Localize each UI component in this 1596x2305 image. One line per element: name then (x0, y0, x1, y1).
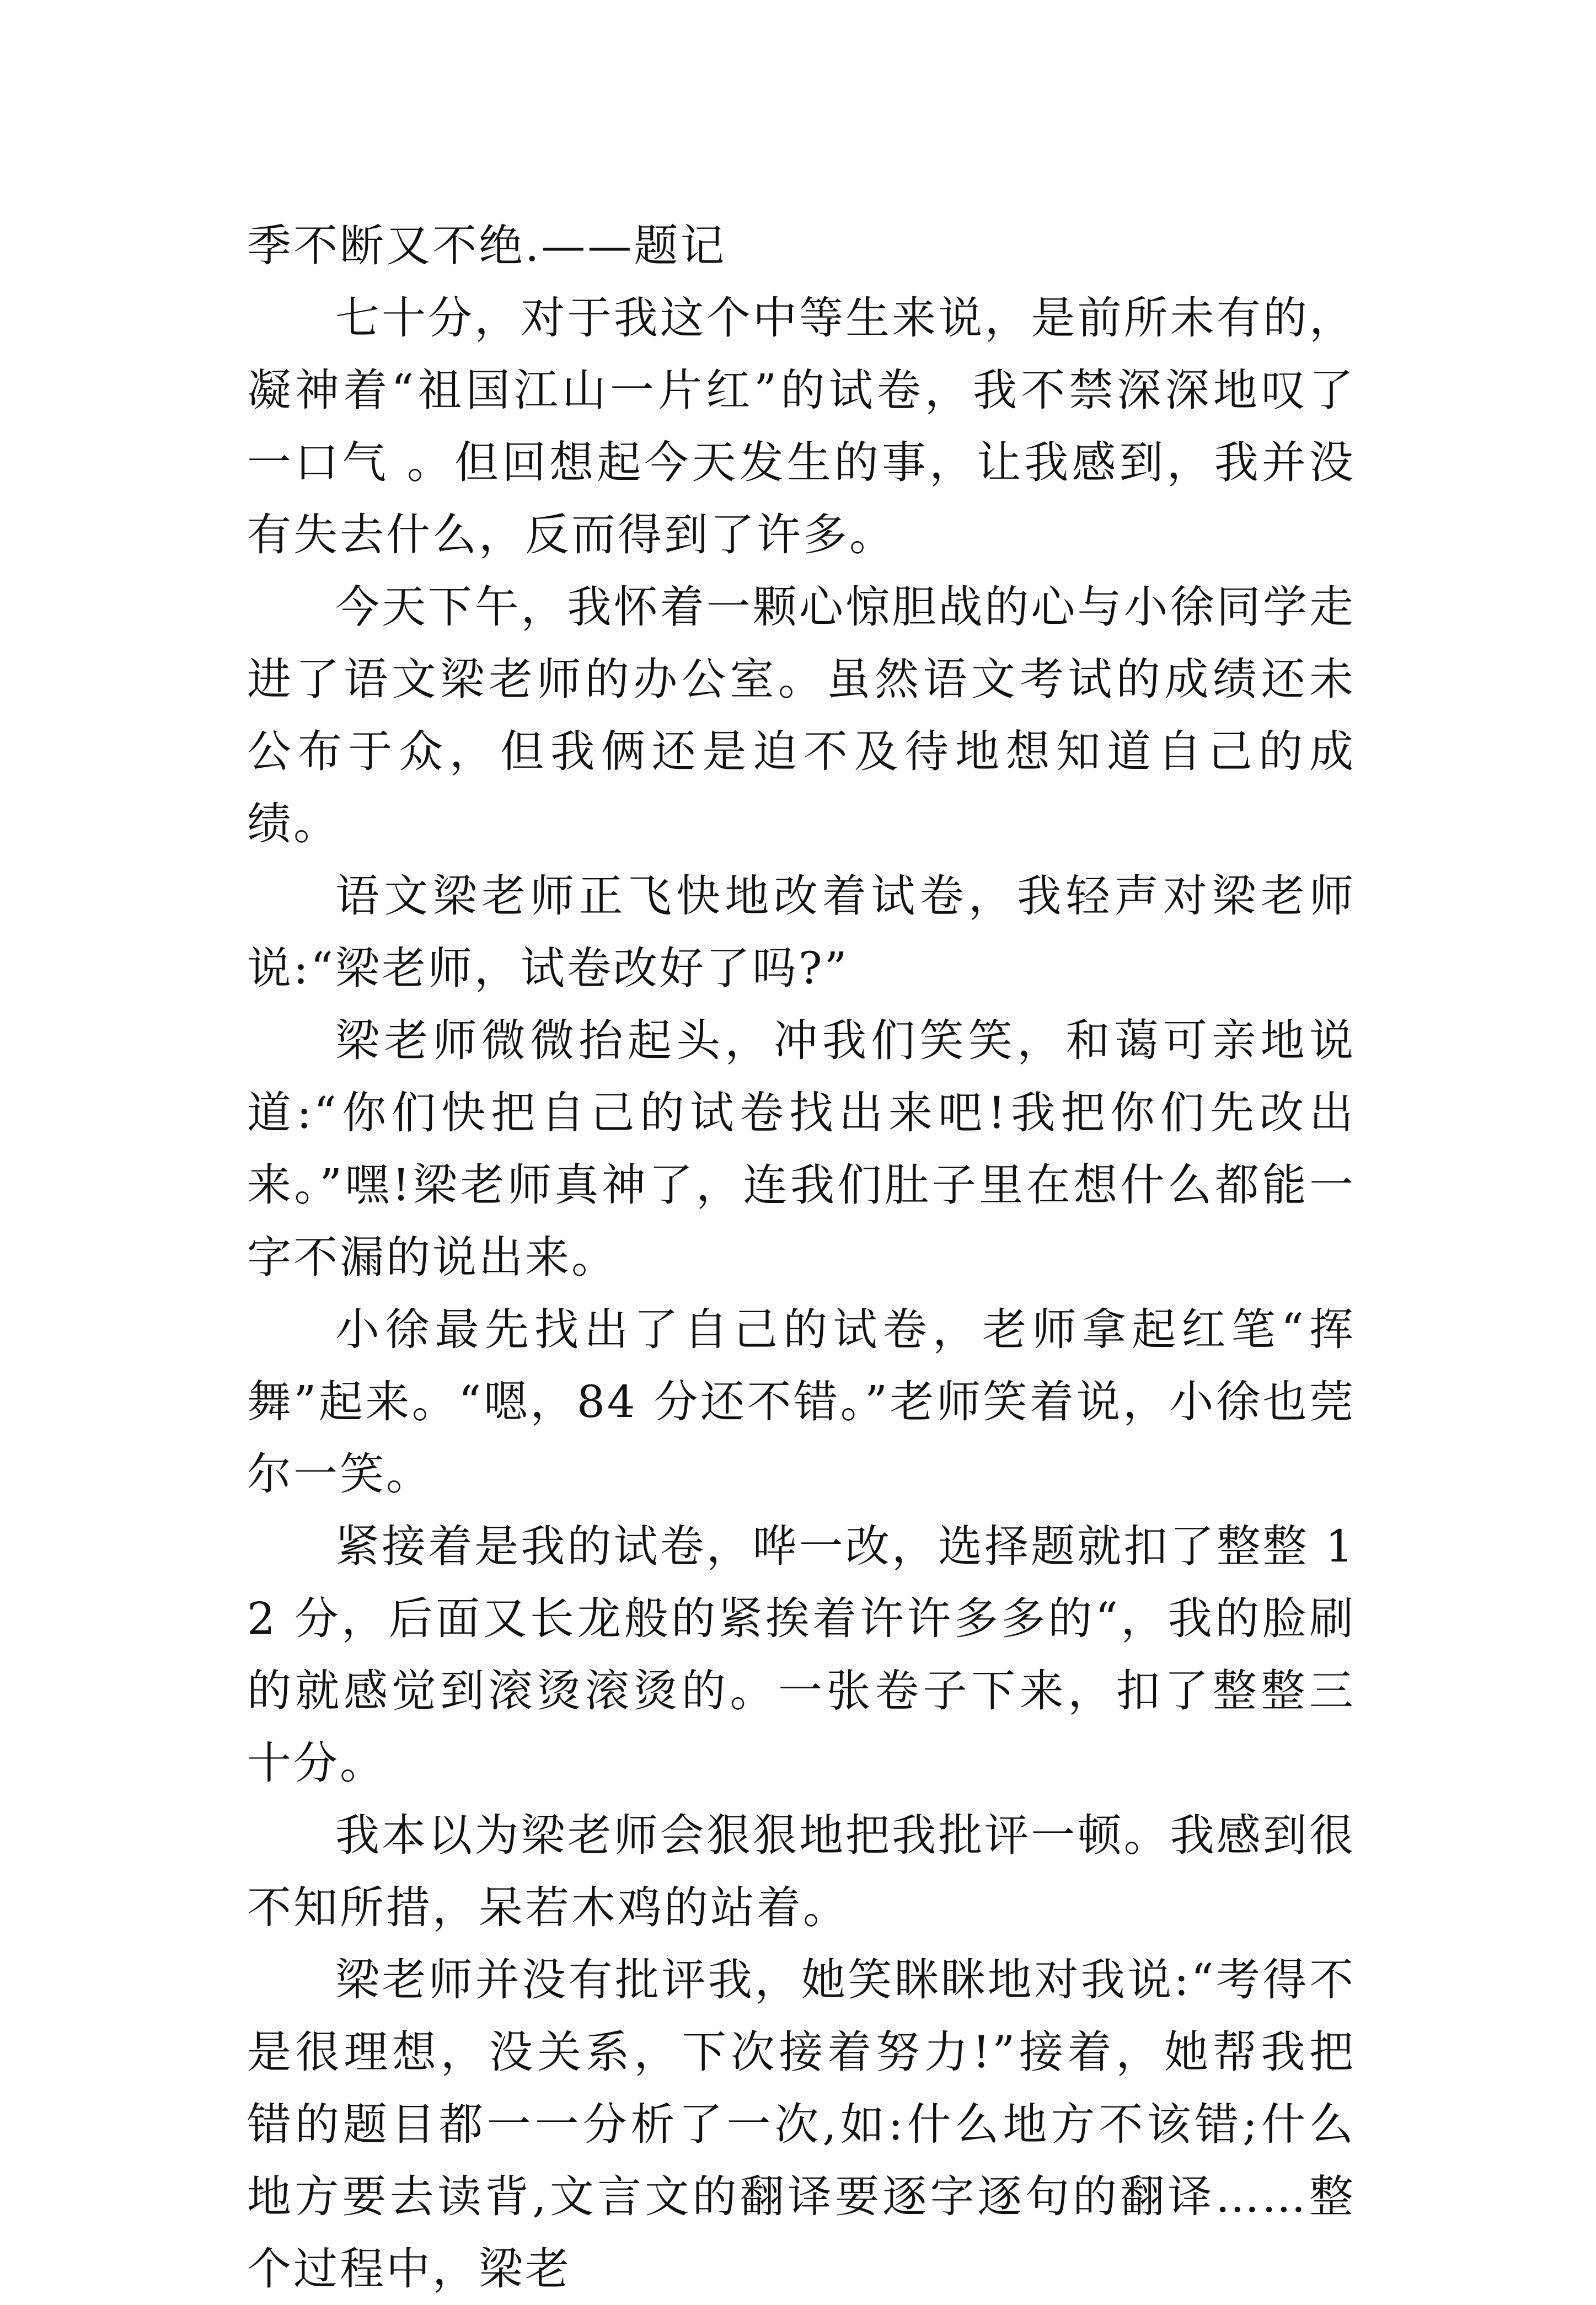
paragraph: 梁老师并没有批评我，她笑眯眯地对我说:“考得不是很理想，没关系，下次接着努力!”接着，她帮我把错的题目都一一分析了一次,如:什么地方不该错;什么地方要去读背,文言文的翻译要逐字逐句的翻译……整个过程中，梁老 (247, 1954, 1356, 2295)
paragraph: 语文梁老师正飞快地改着试卷，我轻声对梁老师说:“梁老师，试卷改好了吗?” (247, 870, 1356, 994)
paragraph-epigraph: 季不断又不绝.——题记 (247, 220, 727, 271)
document-page (247, 210, 1356, 2305)
paragraph: 我本以为梁老师会狠狠地把我批评一顿。我感到很不知所措，呆若木鸡的站着。 (247, 1810, 1356, 1933)
paragraph: 紧接着是我的试卷，哗一改，选择题就扣了整整 12 分，后面又长龙般的紧挨着许许多多的“，我的脸刷的就感觉到滚烫滚烫的。一张卷子下来，扣了整整三十分。 (247, 1521, 1356, 1789)
paragraph: 梁老师微微抬起头，冲我们笑笑，和蔼可亲地说道:“你们快把自己的试卷找出来吧!我把你们先改出来。”嘿!梁老师真神了，连我们肚子里在想什么都能一字不漏的说出来。 (247, 1015, 1356, 1283)
paragraph: 小徐最先找出了自己的试卷，老师拿起红笔“挥舞”起来。“嗯，84 分还不错。”老师笑着说，小徐也莞尔一笑。 (247, 1304, 1356, 1500)
paragraph: 七十分，对于我这个中等生来说，是前所未有的，凝神着“祖国江山一片红”的试卷，我不禁深深地叹了一口气 。但回想起今天发生的事，让我感到，我并没有失去什么，反而得到了许多。 (247, 292, 1356, 560)
paragraph: 今天下午，我怀着一颗心惊胆战的心与小徐同学走进了语文梁老师的办公室。虽然语文考试的成绩还未公布于众，但我俩还是迫不及待地想知道自己的成绩。 (247, 581, 1356, 849)
